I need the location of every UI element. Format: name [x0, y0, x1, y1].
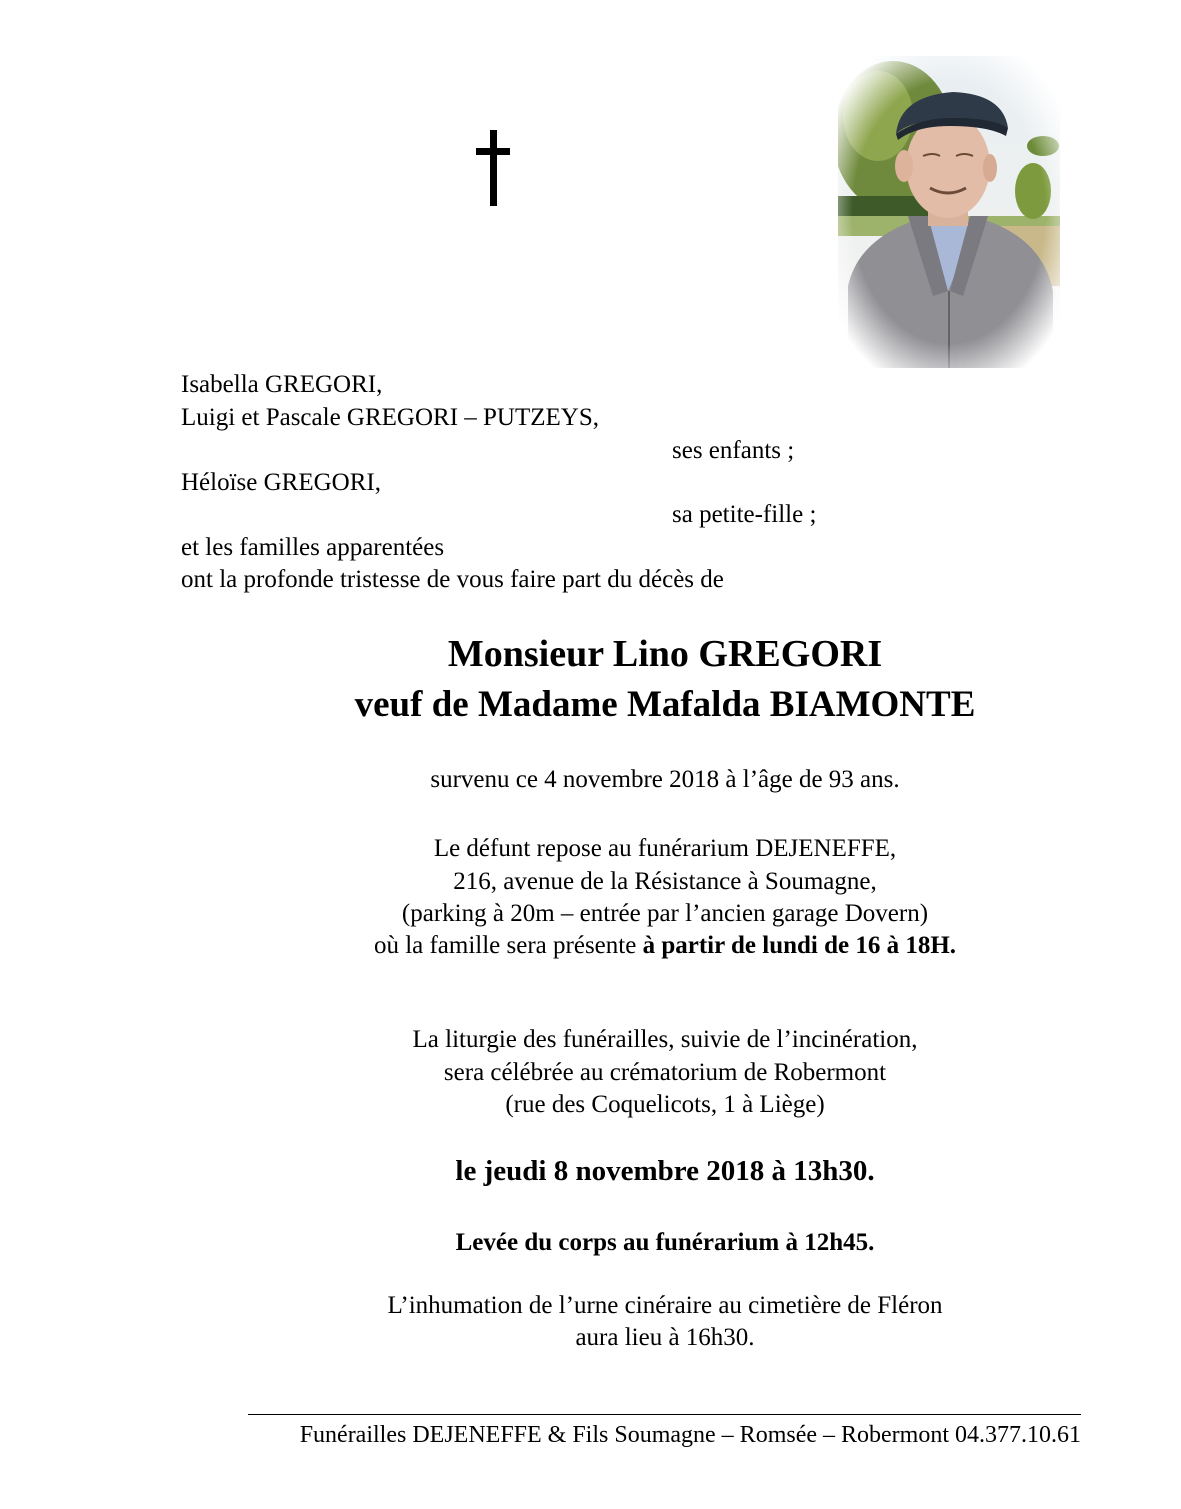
death-details: survenu ce 4 novembre 2018 à l’âge de 93 ans. [430, 766, 900, 793]
visitation-hours-text: où la famille sera présente [373, 932, 643, 959]
visitation-line: 216, avenue de la Résistance à Soumagne, [453, 868, 877, 895]
burial-line: L’inhumation de l’urne cinéraire au cimetière de Fléron [387, 1292, 943, 1319]
family-member-line: Luigi et Pascale GREGORI – PUTZEYS, [181, 404, 600, 431]
visitation-line: (parking à 20m – entrée par l’ancien garage Dovern) [401, 900, 929, 927]
levee-du-corps: Levée du corps au funérarium à 12h45. [455, 1229, 875, 1256]
grandchild-label: sa petite-fille ; [672, 501, 817, 528]
ceremony-line: La liturgie des funérailles, suivie de l’incinération, [412, 1026, 918, 1053]
portrait-photo [838, 56, 1060, 368]
children-label: ses enfants ; [672, 437, 795, 464]
ceremony-line: (rue des Coquelicots, 1 à Liège) [505, 1091, 825, 1118]
relatives-line: et les familles apparentées [181, 534, 445, 561]
burial-line: aura lieu à 16h30. [575, 1324, 755, 1351]
footer-funeral-home: Funérailles DEJENEFFE & Fils Soumagne – Romsée – Robermont 04.377.10.61 [299, 1422, 1081, 1448]
visitation-hours-bold: à partir de lundi de 16 à 18H. [642, 932, 957, 959]
cross-icon [476, 130, 512, 208]
family-member-line: Isabella GREGORI, [181, 371, 383, 398]
ceremony-line: sera célébrée au crématorium de Robermont [443, 1059, 887, 1086]
visitation-hours [0, 930, 1181, 962]
announcement-line: ont la profonde tristesse de vous faire part du décès de [181, 566, 724, 593]
deceased-name: Monsieur Lino GREGORI [447, 633, 883, 675]
grandchild-name: Héloïse GREGORI, [181, 469, 381, 496]
deceased-spouse: veuf de Madame Mafalda BIAMONTE [354, 684, 976, 725]
ceremony-date: le jeudi 8 novembre 2018 à 13h30. [455, 1155, 875, 1187]
footer-divider [248, 1414, 1081, 1415]
visitation-line: Le défunt repose au funérarium DEJENEFFE, [433, 835, 897, 862]
